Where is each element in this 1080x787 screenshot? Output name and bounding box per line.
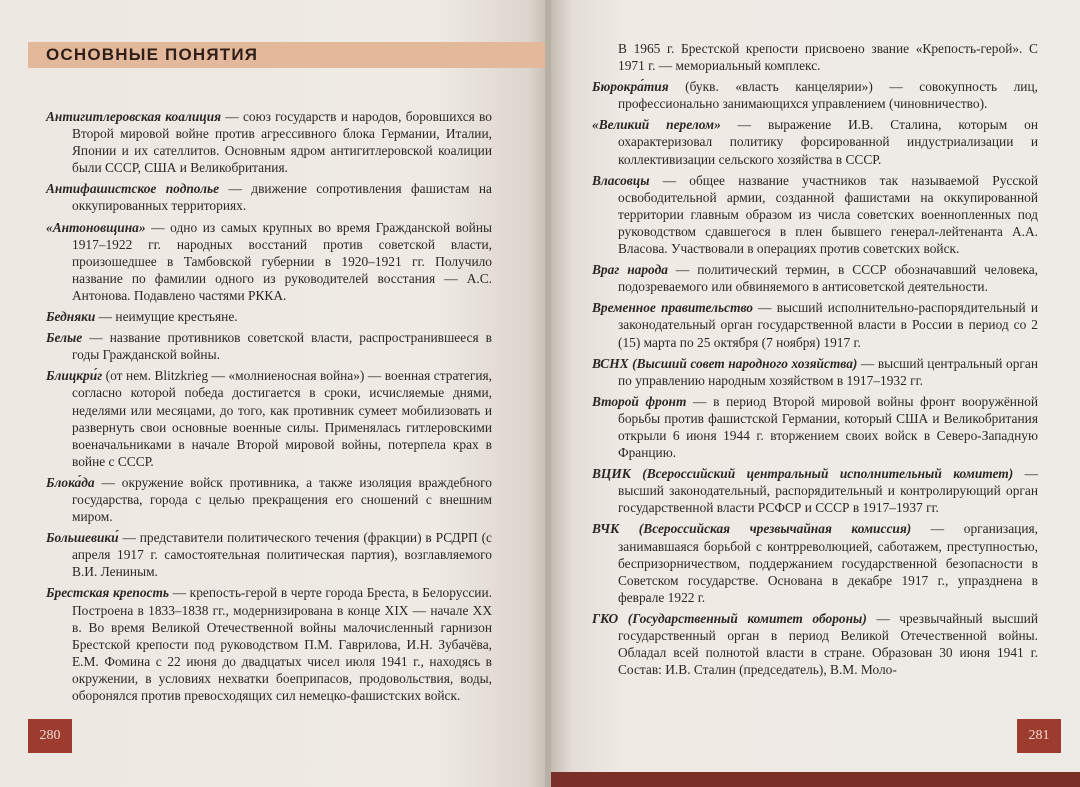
glossary-term: Брестская крепость [46,585,170,601]
right-page [551,0,1080,787]
glossary-entry [592,299,1038,350]
glossary-term: Блицкри́г [46,368,103,384]
glossary-entry [46,219,492,304]
glossary-definition: — движение сопротивления фашистам на оккупированных территориях. [72,181,493,214]
glossary-entry [592,393,1038,461]
glossary-entry [46,367,492,470]
glossary-term: Второй фронт [592,393,687,409]
glossary-term: Временное правительство [592,300,753,316]
glossary-entry [592,172,1038,257]
continuation-paragraph: В 1965 г. Брестской крепости присвоено звание «Крепость-герой». С 1971 г. — мемориальный комплекс. [618,41,1038,74]
glossary-definition: — чрезвычайный высший государственный орган в период Великой Отечественной войны. Обладал всей полнотой власти в стране. Образован 30 июня 1941 г. Состав: И.В. Сталин (председатель), В.М. Моло- [618,610,1038,678]
glossary-definition: — представители политического течения (фракции) в РСДРП (с апреля 1917 г. самостоятельная политическая партия), возглавляемого В.И. Лениным. [72,530,492,580]
glossary-entry [592,610,1038,678]
glossary-entry [46,329,492,363]
glossary-definition: (букв. «власть канцелярии») — совокупность лиц, профессионально занимающихся управлением (чиновничество). [618,79,1038,112]
glossary-term: ВСНХ (Высший совет народного хозяйства) [592,355,858,371]
glossary-term: Белые [46,330,83,346]
glossary-definition: — крепость-герой в черте города Бреста, в Белоруссии. Построена в 1833–1838 гг., модернизирована в конце XIX — начале XX в. Во время Великой Отечественной войны малочисленный гарнизон Брестской крепости под руководством П.М. Гаврилова, И.Н. Зубачёва, Е.М. Фомина с 22 июня до двадцатых чисел июля 1941 г., находясь в окружении, в условиях нехватки боеприпасов, продовольствия, воды, оборонялся против превосходящих сил немецко-фашистских войск. [72,585,492,703]
glossary-entry [46,529,492,580]
glossary-term: «Антоновщина» [46,219,146,235]
glossary-column-left [46,108,492,708]
glossary-entry [46,308,492,325]
page-number-left: 280 [28,719,72,753]
glossary-definition: — политический термин, в СССР обозначавший человека, подозреваемого или обвиняемого в антисоветской деятельности. [618,262,1038,295]
glossary-definition: — выражение И.В. Сталина, которым он охарактеризовал политику форсированной индустриализации и коллективизации сельского хозяйства в СССР. [618,117,1038,167]
glossary-term: Враг народа [592,262,668,278]
glossary-definition: — высший законодательный, распорядительный и контролирующий орган государственной власти РСФСР и СССР в 1917–1937 гг. [618,466,1038,516]
glossary-entry [592,78,1038,112]
glossary-entry [46,180,492,214]
glossary-definition: — название противников советской власти, распространившееся в годы Гражданской войны. [72,330,492,363]
glossary-entry [592,261,1038,295]
glossary-entry [592,520,1038,605]
glossary-term: Власовцы [592,172,650,188]
section-heading: ОСНОВНЫЕ ПОНЯТИЯ [46,45,259,64]
glossary-definition: — общее название участников так называемой Русской освободительной армии, созданной фашистами на оккупированной территории главным образом из числа советских военнопленных под руководством сдавшегося в плен бывшего генерал-лейтенанта А.А. Власова. Участвовали в операциях против советских войск. [618,172,1038,257]
glossary-term: ВЧК (Всероссийская чрезвычайная комиссия) [592,521,912,537]
book-cover-edge [551,772,1080,787]
glossary-definition: — окружение войск противника, а также изоляция враждебного государства, города с целью прекращения его сношений с внешним миром. [72,474,492,525]
glossary-entry [46,474,492,525]
glossary-term: Бюрокра́тия [592,79,669,95]
glossary-definition: — высший исполнительно-распорядительный и законодательный орган государственной власти в России в период со 2 (15) марта по 25 октября (7 ноября) 1917 г. [618,300,1038,350]
glossary-definition: (от нем. Blitzkrieg — «молниеносная война») — военная стратегия, согласно которой победа достигается в сроки, исчисляемые днями, неделями или месяцами, до того, как противник сумеет мобилизовать и развернуть свои основные военные силы. Применялась гитлеровскими военачальниками в начале Второй мировой войны, потерпела крах в войне с СССР. [72,368,492,469]
glossary-entry [592,355,1038,389]
glossary-entry [592,465,1038,516]
glossary-term: Бедняки [46,309,96,325]
glossary-definition: — организация, занимавшаяся борьбой с контрреволюцией, саботажем, преступностью, беспризорничеством, поддержанием государственной безопасности в Советском государстве. Основана в декабре 1917 г., упразднена в феврале 1922 г. [618,521,1038,605]
glossary-term: «Великий перелом» [592,117,721,133]
glossary-column-right [592,40,1038,682]
glossary-definition: — одно из самых крупных во время Гражданской войны 1917–1922 гг. народных восстаний против советской власти, произошедшее в Тамбовской губернии в 1920–1921 гг. Получило название по фамилии одного из руководителей восстания — А.С. Антонова. Подавлено частями РККА. [72,219,492,303]
glossary-term: Блока́да [46,474,95,490]
glossary-term: ВЦИК (Всероссийский центральный исполнительный комитет) [592,466,1014,482]
glossary-term: ГКО (Государственный комитет обороны) [592,610,867,626]
glossary-entry [46,108,492,176]
glossary-entry [46,584,492,704]
glossary-definition: — неимущие крестьяне. [95,309,238,325]
glossary-term: Антигитлеровская коалиция [46,109,222,124]
glossary-term: Антифашистское подполье [46,181,220,197]
glossary-definition: — в период Второй мировой войны фронт вооружённой борьбы против фашистской Германии, который США и Великобритания открыли 6 июня 1944 г. вторжением своих войск в Северо-Западную Францию. [618,393,1038,461]
glossary-definition: — высший центральный орган по управлению народным хозяйством в 1917–1932 гг. [618,355,1038,388]
glossary-entry [592,116,1038,167]
section-heading-banner [28,42,545,68]
glossary-definition: — союз государств и народов, боровшихся во Второй мировой войне против агрессивного блока Германии, Италии, Японии и их сателлитов. Основным ядром антигитлеровской коалиции были СССР, США и Великобритания. [72,109,492,176]
glossary-term: Большевики́ [46,530,119,546]
page-number-right: 281 [1017,719,1061,753]
